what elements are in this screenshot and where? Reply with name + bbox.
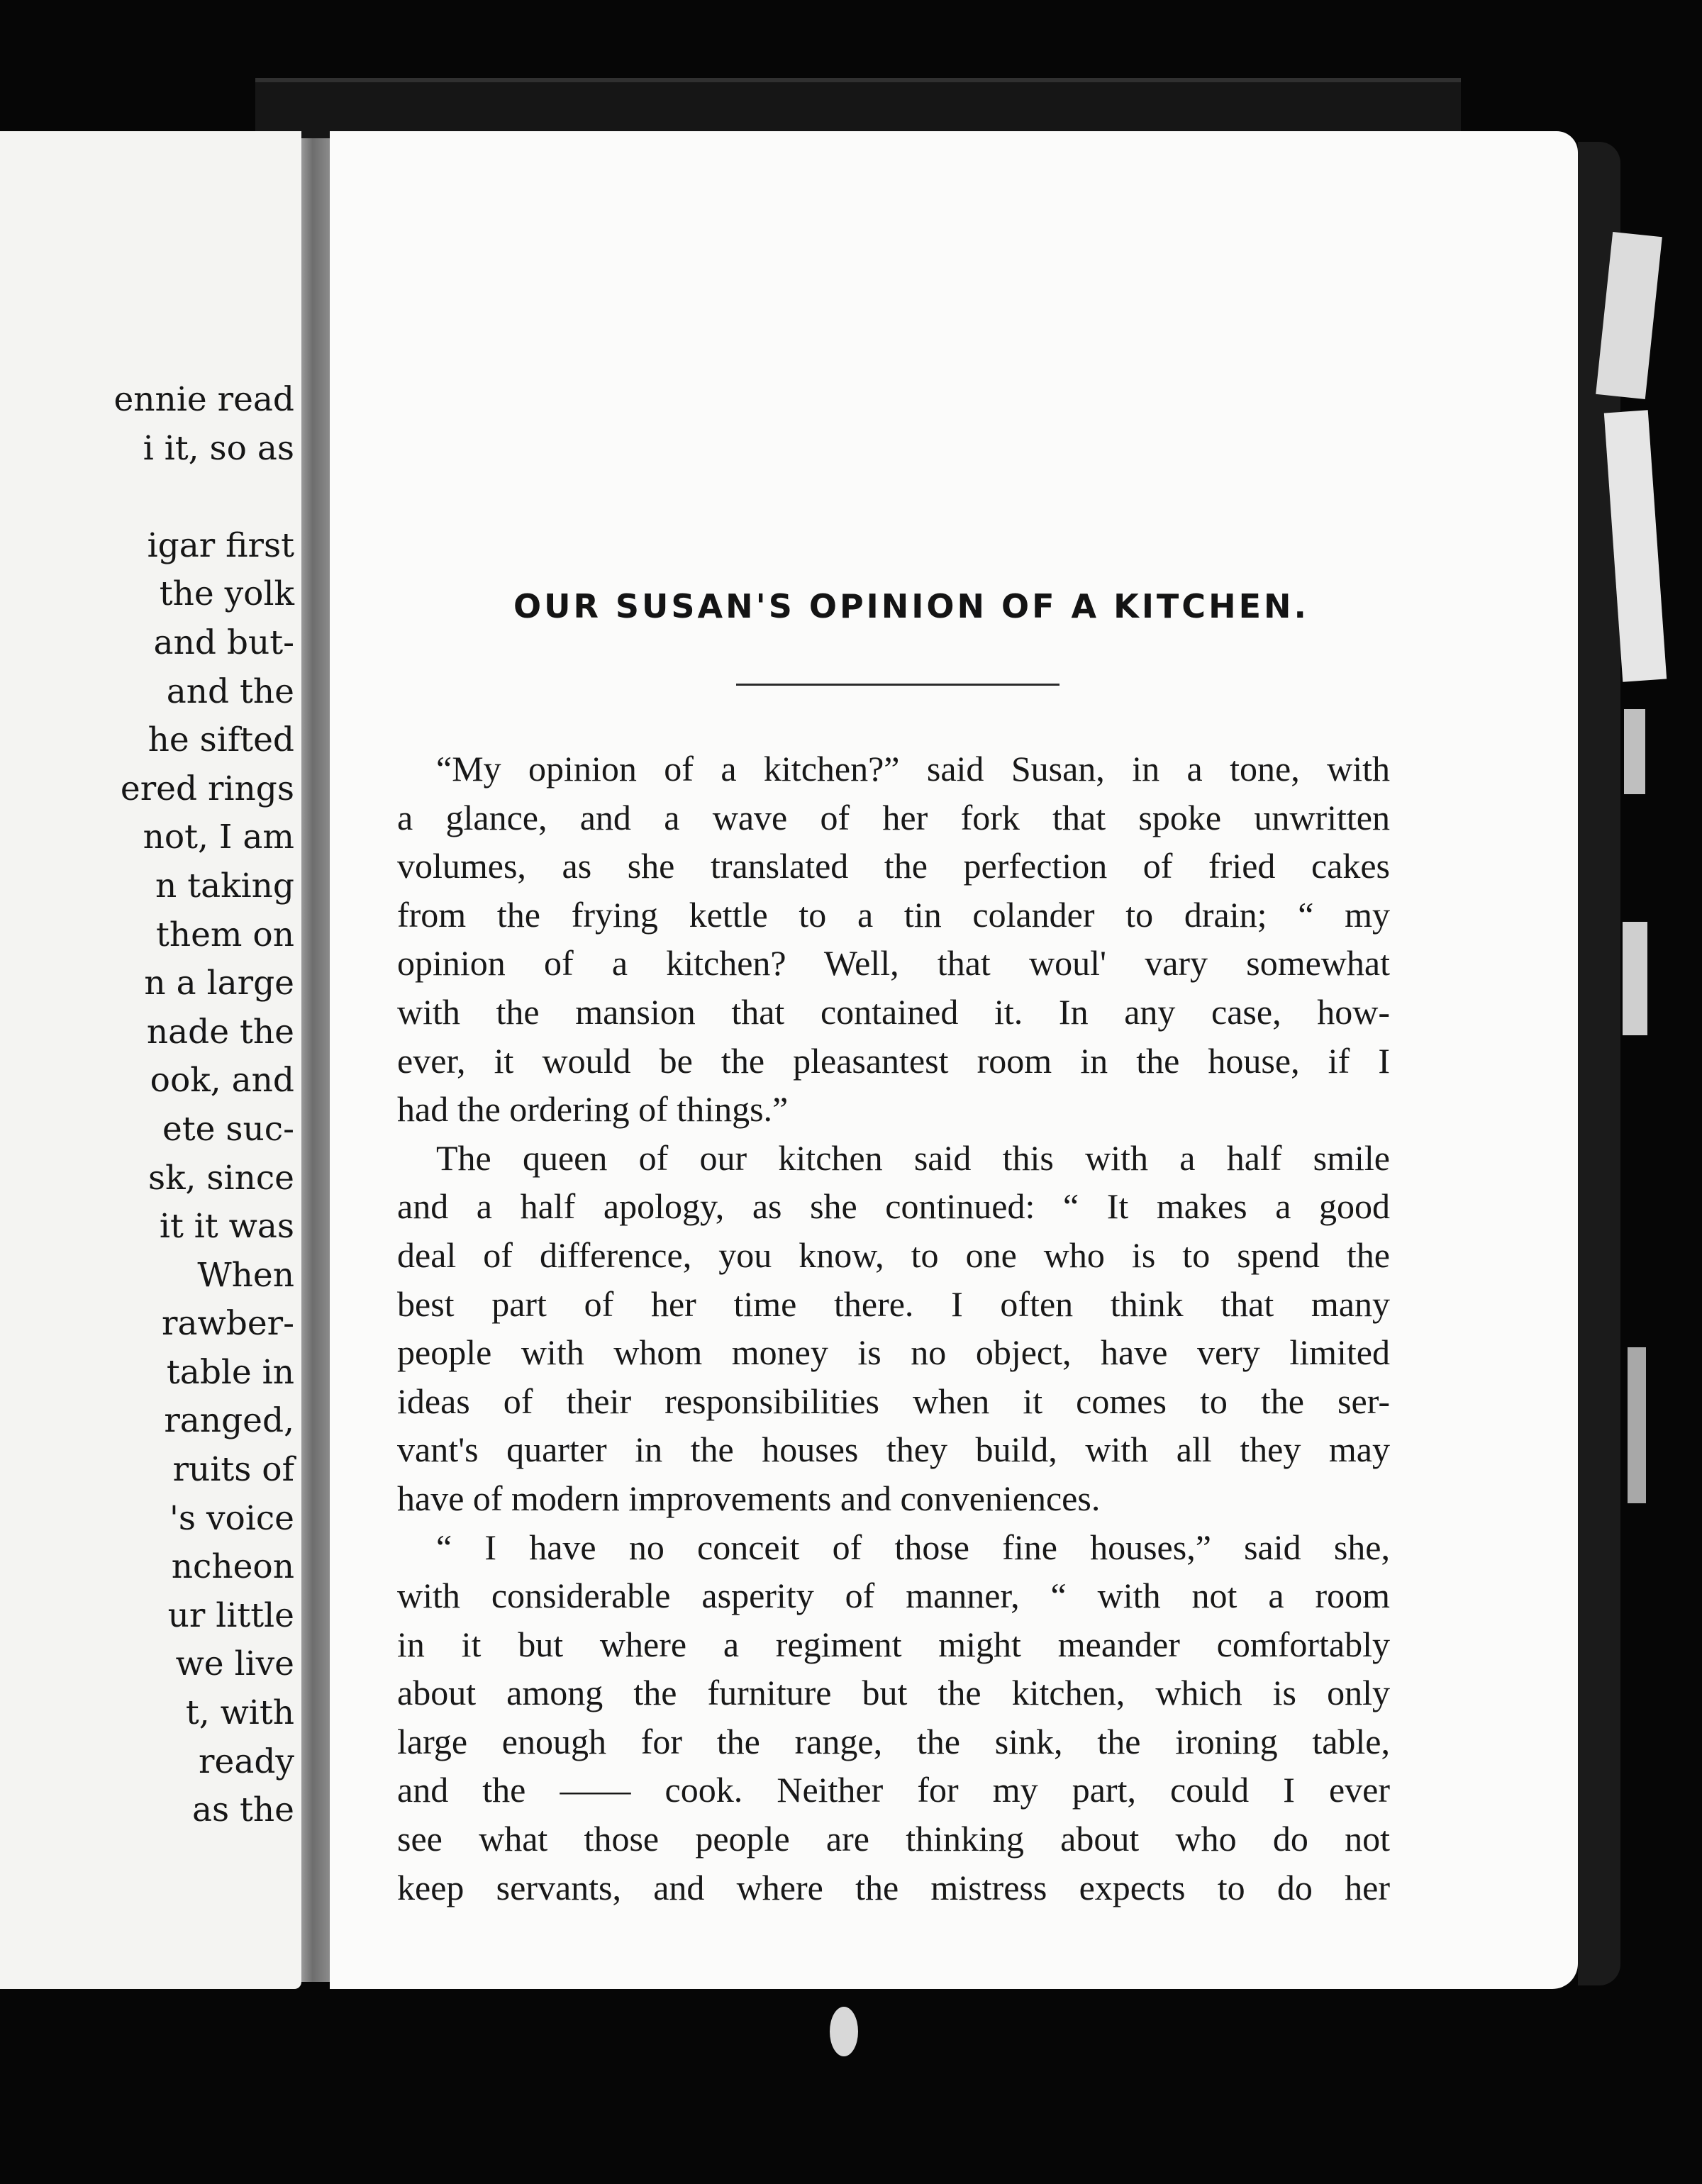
text-line: “ I have no conceit of those fine houses,” said she,	[436, 1527, 1390, 1567]
text-line: The queen of our kitchen said this with a half smile	[436, 1137, 1390, 1178]
left-page-line: we live	[175, 1644, 294, 1684]
text-line: “My opinion of a kitchen?” said Susan, in a tone, with	[436, 749, 1390, 789]
left-page-line: ranged,	[164, 1401, 294, 1441]
paragraph	[397, 1523, 1390, 1912]
left-page-line: as the	[191, 1790, 294, 1830]
left-page-line: n a large	[144, 964, 294, 1003]
left-page-line: ook, and	[150, 1061, 294, 1101]
left-page-line: i it, so as	[143, 428, 294, 468]
text-line: large enough for the range, the sink, the ironing table,	[397, 1721, 1390, 1761]
left-page-line: igar first	[147, 525, 294, 565]
left-page-line: not, I am	[143, 818, 294, 857]
title-rule	[736, 684, 1059, 686]
left-page-line: sk, since	[148, 1158, 294, 1198]
text-line: and the —— cook. Neither for my part, could I ever	[397, 1770, 1390, 1810]
text-line: keep servants, and where the mistress expects to do her	[397, 1867, 1390, 1907]
torn-paper-fragment	[1623, 922, 1647, 1035]
left-page-line: ruits of	[172, 1450, 294, 1490]
book-gutter	[301, 138, 330, 1982]
text-line: best part of her time there. I often think that many	[397, 1283, 1390, 1324]
text-line: vant's quarter in the houses they build, with all they may	[397, 1430, 1390, 1470]
text-line: about among the furniture but the kitchen, which is only	[397, 1673, 1390, 1713]
text-line: people with whom money is no object, have very limited	[397, 1332, 1390, 1373]
left-page-line: ered rings	[120, 769, 294, 808]
text-line: a glance, and a wave of her fork that spoke unwritten	[397, 797, 1390, 837]
text-line: see what those people are thinking about who do not	[397, 1819, 1390, 1859]
paragraph	[397, 745, 1390, 1134]
left-page-line: and the	[166, 672, 294, 711]
left-page-line: ur little	[167, 1595, 294, 1635]
left-page-line: ncheon	[171, 1547, 294, 1587]
left-page-line: 's voice	[169, 1498, 294, 1538]
left-page-line: ete suc-	[162, 1109, 294, 1149]
text-line: volumes, as she translated the perfection of fried cakes	[397, 846, 1390, 886]
torn-paper-fragment	[1624, 709, 1645, 794]
text-line: ideas of their responsibilities when it comes to the ser-	[397, 1381, 1390, 1421]
left-page-text	[0, 376, 294, 1835]
left-page-line: he sifted	[148, 720, 294, 760]
text-line: from the frying kettle to a tin colander to drain; “ my	[397, 894, 1390, 935]
text-line: with considerable asperity of manner, “ with not a room	[397, 1576, 1390, 1616]
left-page-line: them on	[155, 915, 294, 954]
left-facing-page	[0, 131, 301, 1989]
text-line: opinion of a kitchen? Well, that woul' vary somewhat	[397, 943, 1390, 984]
torn-paper-fragment	[1628, 1347, 1646, 1503]
chapter-title: OUR SUSAN'S OPINION OF A KITCHEN.	[513, 587, 1309, 625]
left-page-line: the yolk	[159, 574, 294, 614]
paragraph	[397, 1134, 1390, 1523]
left-page-line: t, with	[185, 1693, 294, 1733]
text-line: deal of difference, you know, to one who is to spend the	[397, 1235, 1390, 1275]
text-line: ever, it would be the pleasantest room in the house, if I	[397, 1040, 1390, 1081]
left-page-line: it it was	[159, 1207, 294, 1247]
left-page-line: and but-	[153, 623, 294, 662]
book-cover-top-edge	[255, 78, 1461, 139]
left-page-line: When	[197, 1255, 294, 1295]
left-page-line: nade the	[146, 1012, 294, 1052]
left-page-line: ennie read	[113, 380, 294, 419]
chapter-body	[397, 745, 1390, 1912]
text-line: have of modern improvements and conveniences.	[397, 1478, 1101, 1518]
left-page-line: rawber-	[162, 1304, 294, 1344]
left-page-line: n taking	[155, 866, 294, 906]
left-page-line: ready	[199, 1742, 294, 1781]
left-page-line	[0, 473, 294, 522]
text-line: with the mansion that contained it. In any case, how-	[397, 991, 1390, 1032]
text-line: in it but where a regiment might meander comfortably	[397, 1624, 1390, 1664]
text-line: had the ordering of things.”	[397, 1089, 789, 1130]
text-line: and a half apology, as she continued: “ It makes a good	[397, 1186, 1390, 1227]
left-page-line: table in	[166, 1352, 294, 1392]
paper-speck	[830, 2007, 858, 2056]
